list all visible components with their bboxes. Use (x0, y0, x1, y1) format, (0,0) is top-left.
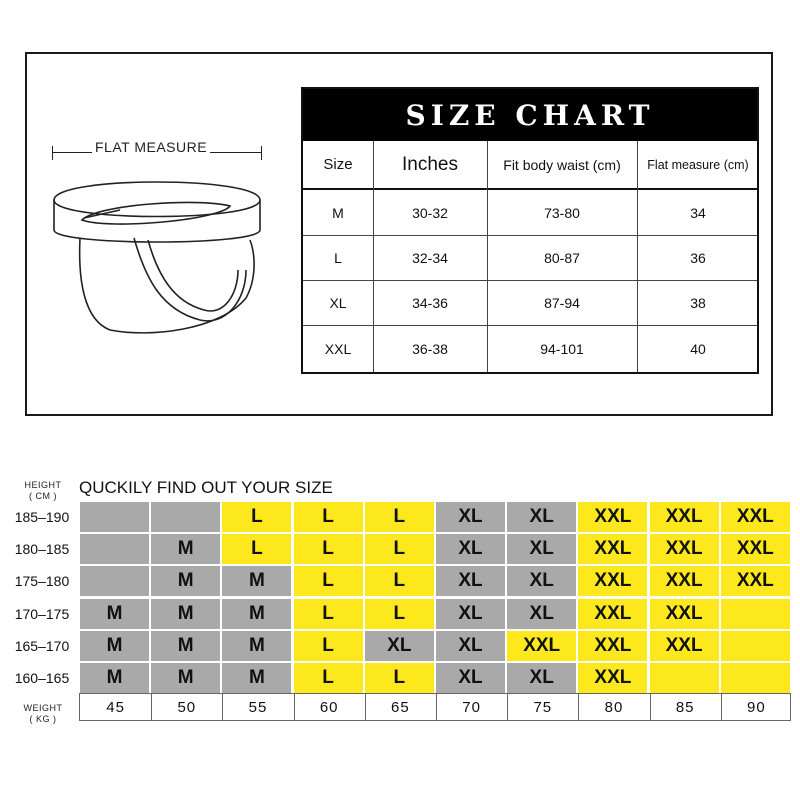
size-grid-cell: XL (507, 599, 576, 629)
weight-cell: 85 (675, 698, 695, 716)
weight-separator (294, 694, 295, 720)
cell-waist: 73-80 (544, 204, 580, 221)
size-grid-cell: L (365, 663, 434, 693)
size-chart-title: SIZE CHART (405, 98, 655, 132)
weight-axis-label (15, 703, 71, 725)
size-grid-cell: L (294, 502, 363, 532)
weight-cell: 75 (533, 698, 553, 716)
size-grid-cell: XL (436, 534, 505, 564)
cell-size: M (332, 204, 344, 221)
weight-cell: 70 (462, 698, 481, 716)
size-grid-cell: XXL (650, 566, 719, 596)
cell-waist: 80-87 (544, 249, 580, 266)
size-grid-cell: XXL (650, 599, 719, 629)
size-grid-cell: XXL (578, 502, 647, 532)
header-inches: Inches (402, 153, 458, 175)
size-grid-cell: XL (507, 663, 576, 693)
size-grid-cell: XXL (650, 534, 719, 564)
size-grid-cell: M (151, 663, 220, 693)
size-grid-cell: L (294, 566, 363, 596)
size-grid-cell: L (365, 502, 434, 532)
height-row-label: 185–190 (14, 509, 70, 525)
size-grid-cell (80, 534, 149, 564)
size-grid-cell: M (151, 599, 220, 629)
size-chart-row (303, 280, 757, 325)
size-grid-cell (721, 631, 790, 661)
cell-inches: 36-38 (412, 340, 448, 357)
header-size: Size (323, 156, 353, 173)
weight-cell: 90 (747, 698, 766, 716)
size-grid-cell: L (294, 663, 363, 693)
weight-cell: 60 (319, 698, 339, 716)
size-grid-cell: XXL (578, 663, 647, 693)
size-grid-cell: XXL (721, 566, 790, 596)
weight-unit-label: ( KG ) (29, 714, 57, 724)
cell-inches: 30-32 (412, 204, 448, 221)
height-row-label: 170–175 (14, 605, 70, 622)
flat-measure-label: FLAT MEASURE (92, 139, 210, 155)
size-grid-cell: M (151, 534, 220, 564)
size-grid-cell: L (294, 534, 363, 564)
weight-separator (578, 694, 579, 720)
cell-waist: 87-94 (544, 294, 580, 311)
size-grid-cell: XL (436, 663, 505, 693)
weight-cell: 80 (604, 698, 624, 716)
cell-waist: 94-101 (540, 340, 584, 357)
size-grid-cell: XXL (578, 534, 647, 564)
weight-separator (650, 694, 651, 720)
size-grid-cell: XXL (578, 566, 647, 596)
size-grid-cell (80, 502, 149, 532)
size-grid-cell: XXL (578, 599, 647, 629)
size-grid-cell: XXL (507, 631, 576, 661)
size-grid-cell (151, 502, 220, 532)
height-row-label: 180–185 (14, 541, 70, 558)
cell-size: L (334, 249, 342, 266)
weight-cell: 50 (177, 698, 197, 716)
size-grid-cell: L (222, 502, 291, 532)
size-chart-row (303, 190, 757, 235)
cell-size: XL (329, 294, 347, 311)
size-grid-cell (80, 566, 149, 596)
cell-flat: 36 (690, 249, 706, 266)
weight-cell: 45 (106, 698, 125, 716)
size-grid-cell: L (294, 631, 363, 661)
header-fit-body-waist: Fit body waist (cm) (503, 156, 621, 173)
size-grid-cell: M (80, 599, 149, 629)
size-grid-cell: M (222, 663, 291, 693)
size-chart-title-bar (303, 89, 757, 141)
size-chart-row (303, 325, 757, 372)
size-chart-row (303, 235, 757, 280)
size-grid-cell: M (222, 631, 291, 661)
size-grid-cell: XXL (650, 502, 719, 532)
size-grid-cell: L (294, 599, 363, 629)
size-chart-table (301, 87, 759, 374)
size-grid-cell: XL (507, 566, 576, 596)
weight-separator (721, 694, 722, 720)
cell-flat: 38 (690, 294, 706, 311)
size-grid-cell: XXL (721, 534, 790, 564)
height-unit-label: ( CM ) (29, 491, 57, 501)
size-grid-cell (650, 663, 719, 693)
garment-illustration-icon (50, 170, 265, 340)
cell-size: XXL (324, 340, 352, 357)
cell-inches: 32-34 (412, 249, 448, 266)
weight-separator (365, 694, 366, 720)
size-chart-header-row (303, 141, 757, 188)
size-grid-cell: XL (507, 534, 576, 564)
height-row-label: 160–165 (14, 670, 70, 686)
height-row-label: 165–170 (14, 637, 70, 654)
weight-separator (507, 694, 508, 720)
weight-cell: 55 (248, 698, 268, 716)
size-grid-cell: XXL (650, 631, 719, 661)
size-grid-cell: L (365, 534, 434, 564)
height-row-label: 175–180 (14, 573, 70, 590)
size-grid-cell: XL (436, 566, 505, 596)
height-axis-label (15, 480, 71, 502)
size-grid-cell: XL (365, 631, 434, 661)
cell-inches: 34-36 (412, 294, 448, 311)
cell-flat: 40 (690, 340, 706, 357)
cell-flat: 34 (690, 204, 706, 221)
weight-separator (151, 694, 152, 720)
size-grid-cell: L (222, 534, 291, 564)
size-grid-cell (721, 599, 790, 629)
size-grid-cell: XL (436, 502, 505, 532)
grid-title: QUCKILY FIND OUT YOUR SIZE (79, 478, 333, 497)
size-grid-cell: XL (507, 502, 576, 532)
size-grid-cell: XXL (721, 502, 790, 532)
header-flat-measure: Flat measure (cm) (647, 157, 749, 172)
size-grid-cell: XXL (578, 631, 647, 661)
size-grid-cell (721, 663, 790, 693)
weight-separator (222, 694, 223, 720)
weight-cell: 65 (391, 698, 410, 716)
size-grid-cell: M (151, 566, 220, 596)
size-grid-cell: XL (436, 599, 505, 629)
weight-label: WEIGHT (23, 703, 63, 713)
weight-row (79, 693, 791, 721)
height-label: HEIGHT (24, 480, 62, 490)
size-grid-cell: M (151, 631, 220, 661)
size-grid-cell: L (365, 566, 434, 596)
weight-separator (436, 694, 437, 720)
size-grid-cell: M (222, 599, 291, 629)
size-grid-cell: M (222, 566, 291, 596)
size-grid-cell: M (80, 663, 149, 693)
size-grid-cell: L (365, 599, 434, 629)
size-grid-cell: M (80, 631, 149, 661)
size-grid-cell: XL (436, 631, 505, 661)
